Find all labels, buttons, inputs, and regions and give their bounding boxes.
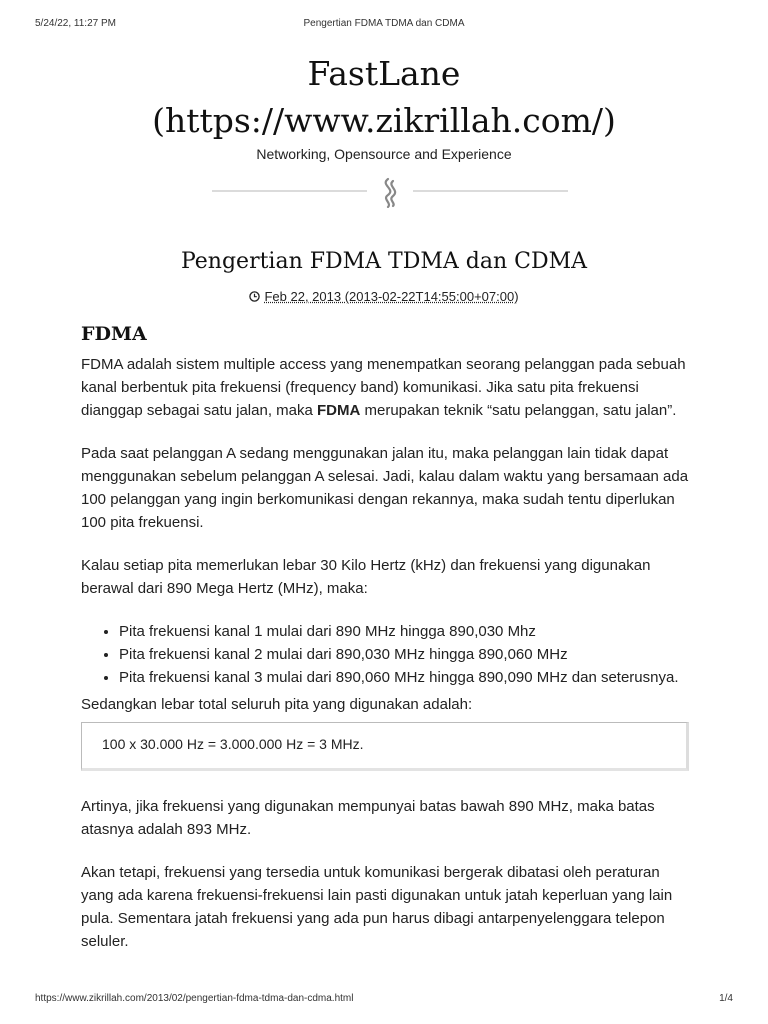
paragraph-3: Kalau setiap pita memerlukan lebar 30 Kilo Hertz (kHz) dan frekuensi yang digunakan berawal dari 890 Mega Hertz (MHz), maka: [81,557,651,597]
article-body [81,318,691,973]
post-date-link[interactable]: Feb 22, 2013 (2013-02-22T14:55:00+07:00) [264,289,519,304]
print-header [0,18,768,32]
channel-list [81,620,691,689]
site-title-line1[interactable]: FastLane [307,54,461,93]
site-tagline: Networking, Opensource and Experience [256,146,512,162]
clock-icon [249,291,260,302]
fdma-bold: FDMA [317,402,361,419]
paragraph-4: Sedangkan lebar total seluruh pita yang digunakan adalah: [81,696,473,713]
paragraph-2: Pada saat pelanggan A sedang menggunakan jalan itu, maka pelanggan lain tidak dapat menggunakan sebelum pelanggan A selesai. Jadi, kalau dalam waktu yang bersamaan ada 100 pelanggan yang ingin berkomunikasi dengan rekannya, maka sudah tentu diperlukan 100 pita frekuensi. [81,445,689,531]
section-heading-fdma: FDMA [81,323,147,345]
paragraph-6: Akan tetapi, frekuensi yang tersedia untuk komunikasi bergerak dibatasi oleh peraturan yang ada karena frekuensi-frekuensi lain pasti digunakan untuk jatah keperluan yang lain pula. Sementara jatah frekuensi yang ada pun harus dibagi antarpenyelenggara telepon seluler. [81,864,673,950]
header-divider [212,176,568,208]
print-page-number: 1/4 [719,993,733,1004]
site-title-line2[interactable]: (https://www.zikrillah.com/) [152,101,616,140]
flame-ornament-icon [386,179,395,207]
print-footer [0,993,768,1007]
list-item: • Pita frekuensi kanal 2 mulai dari 890,030 MHz hingga 890,060 MHz [119,643,691,666]
print-doc-title: Pengertian FDMA TDMA dan CDMA [303,18,465,29]
post-date [0,289,768,304]
print-datetime: 5/24/22, 11:27 PM [35,18,116,29]
list-item: • Pita frekuensi kanal 1 mulai dari 890 MHz hingga 890,030 Mhz [119,620,691,643]
post-title: Pengertian FDMA TDMA dan CDMA [180,249,588,274]
paragraph-5: Artinya, jika frekuensi yang digunakan mempunyai batas bawah 890 MHz, maka batas atasnya adalah 893 MHz. [81,798,655,838]
print-url: https://www.zikrillah.com/2013/02/pengertian-fdma-tdma-dan-cdma.html [35,993,354,1004]
code-block: 100 x 30.000 Hz = 3.000.000 Hz = 3 MHz. [81,722,689,771]
paragraph-1: FDMA adalah sistem multiple access yang menempatkan seorang pelanggan pada sebuah kanal berbentuk pita frekuensi (frequency band) komunikasi. Jika satu pita frekuensi dianggap sebagai satu jalan, maka FDMA merupakan teknik “satu pelanggan, satu jalan”. [81,356,686,419]
list-item: • Pita frekuensi kanal 3 mulai dari 890,060 MHz hingga 890,090 MHz dan seterusnya. [119,666,691,689]
site-title[interactable] [0,50,768,144]
